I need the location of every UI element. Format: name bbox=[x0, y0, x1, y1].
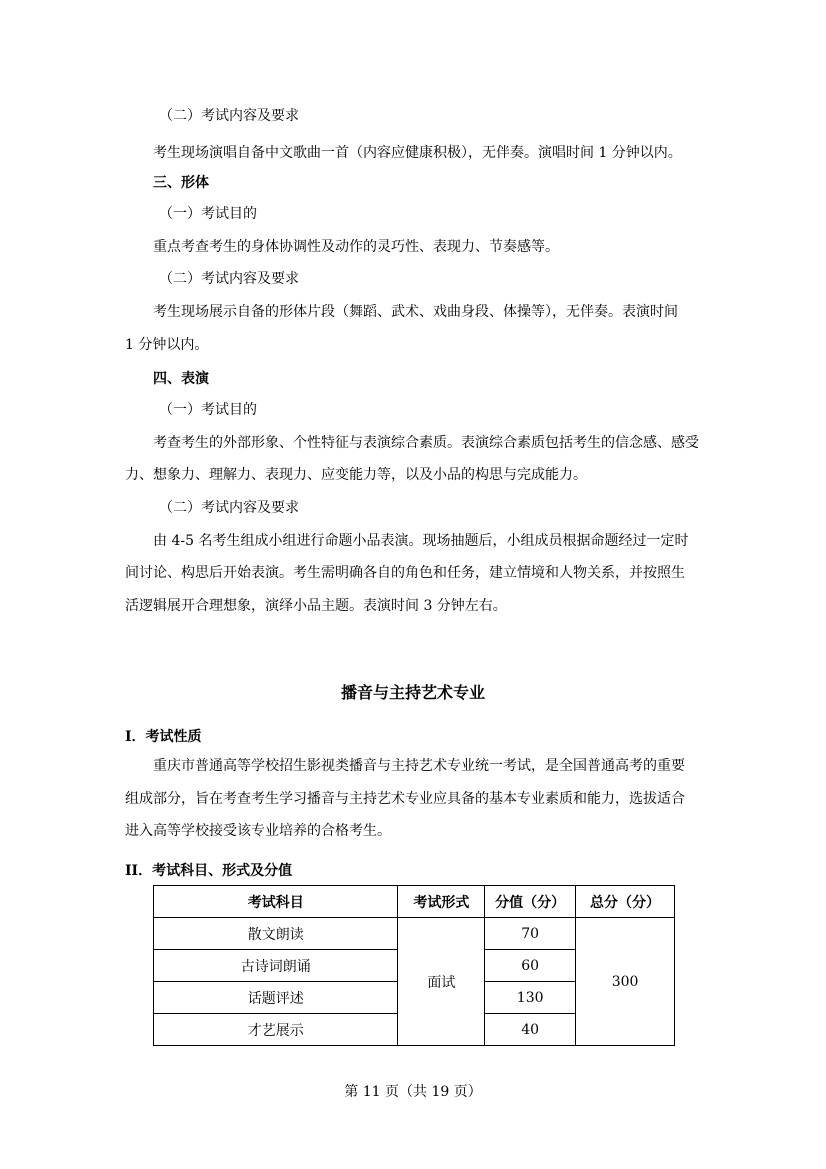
subheading-purpose: （一）考试目的 bbox=[159, 206, 257, 222]
header-score: 分值（分） bbox=[485, 886, 576, 918]
cell-subject: 古诗词朗诵 bbox=[154, 950, 398, 982]
table-header-row bbox=[154, 886, 675, 918]
paragraph: 重点考查考生的身体协调性及动作的灵巧性、表现力、节奏感等。 bbox=[153, 239, 559, 255]
subheading-purpose: （一）考试目的 bbox=[159, 402, 257, 418]
heading-exam-subjects: II．考试科目、形式及分值 bbox=[125, 863, 293, 879]
paragraph-line: 活逻辑展开合理想象，演绎小品主题。表演时间 3 分钟左右。 bbox=[125, 598, 507, 614]
paragraph-line: 考生现场展示自备的形体片段（舞蹈、武术、戏曲身段、体操等），无伴奏。表演时间 bbox=[153, 304, 678, 320]
page-footer: 第 11 页（共 19 页） bbox=[344, 1084, 482, 1100]
subheading-content-requirements: （二）考试内容及要求 bbox=[159, 271, 299, 287]
cell-score: 60 bbox=[485, 950, 576, 982]
paragraph-line: 组成部分，旨在考查考生学习播音与主持艺术专业应具备的基本专业素质和能力，选拔适合 bbox=[125, 791, 685, 807]
paragraph-line: 间讨论、构思后开始表演。考生需明确各自的角色和任务，建立情境和人物关系，并按照生 bbox=[125, 565, 685, 581]
subheading-content-requirements: （二）考试内容及要求 bbox=[159, 500, 299, 516]
heading-exam-nature: I．考试性质 bbox=[125, 729, 202, 745]
section-title: 播音与主持艺术专业 bbox=[340, 683, 485, 702]
subheading-content-requirements: （二）考试内容及要求 bbox=[159, 108, 299, 124]
cell-score: 70 bbox=[485, 918, 576, 950]
header-subject: 考试科目 bbox=[154, 886, 398, 918]
paragraph-line: 由 4-5 名考生组成小组进行命题小品表演。现场抽题后，小组成员根据命题经过一定时 bbox=[153, 533, 689, 549]
paragraph-line: 考查考生的外部形象、个性特征与表演综合素质。表演综合素质包括考生的信念感、感受 bbox=[153, 435, 699, 451]
cell-subject: 散文朗读 bbox=[154, 918, 398, 950]
paragraph-line: 进入高等学校接受该专业培养的合格考生。 bbox=[125, 823, 391, 839]
header-total: 总分（分） bbox=[576, 886, 675, 918]
cell-score: 40 bbox=[485, 1014, 576, 1046]
cell-score: 130 bbox=[485, 982, 576, 1014]
exam-table bbox=[153, 885, 675, 1046]
paragraph: 考生现场演唱自备中文歌曲一首（内容应健康积极），无伴奏。演唱时间 1 分钟以内。 bbox=[153, 145, 682, 161]
paragraph-line: 力、想象力、理解力、表现力、应变能力等，以及小品的构思与完成能力。 bbox=[125, 467, 587, 483]
cell-subject: 才艺展示 bbox=[154, 1014, 398, 1046]
cell-subject: 话题评述 bbox=[154, 982, 398, 1014]
table-row bbox=[154, 918, 675, 950]
paragraph-line: 重庆市普通高等学校招生影视类播音与主持艺术专业统一考试，是全国普通高考的重要 bbox=[153, 758, 685, 774]
section-heading-performance: 四、表演 bbox=[153, 371, 209, 387]
header-form: 考试形式 bbox=[398, 886, 485, 918]
cell-form: 面试 bbox=[398, 918, 485, 1046]
paragraph-line: 1 分钟以内。 bbox=[125, 337, 209, 353]
cell-total: 300 bbox=[576, 918, 675, 1046]
section-heading-body: 三、形体 bbox=[153, 175, 209, 191]
